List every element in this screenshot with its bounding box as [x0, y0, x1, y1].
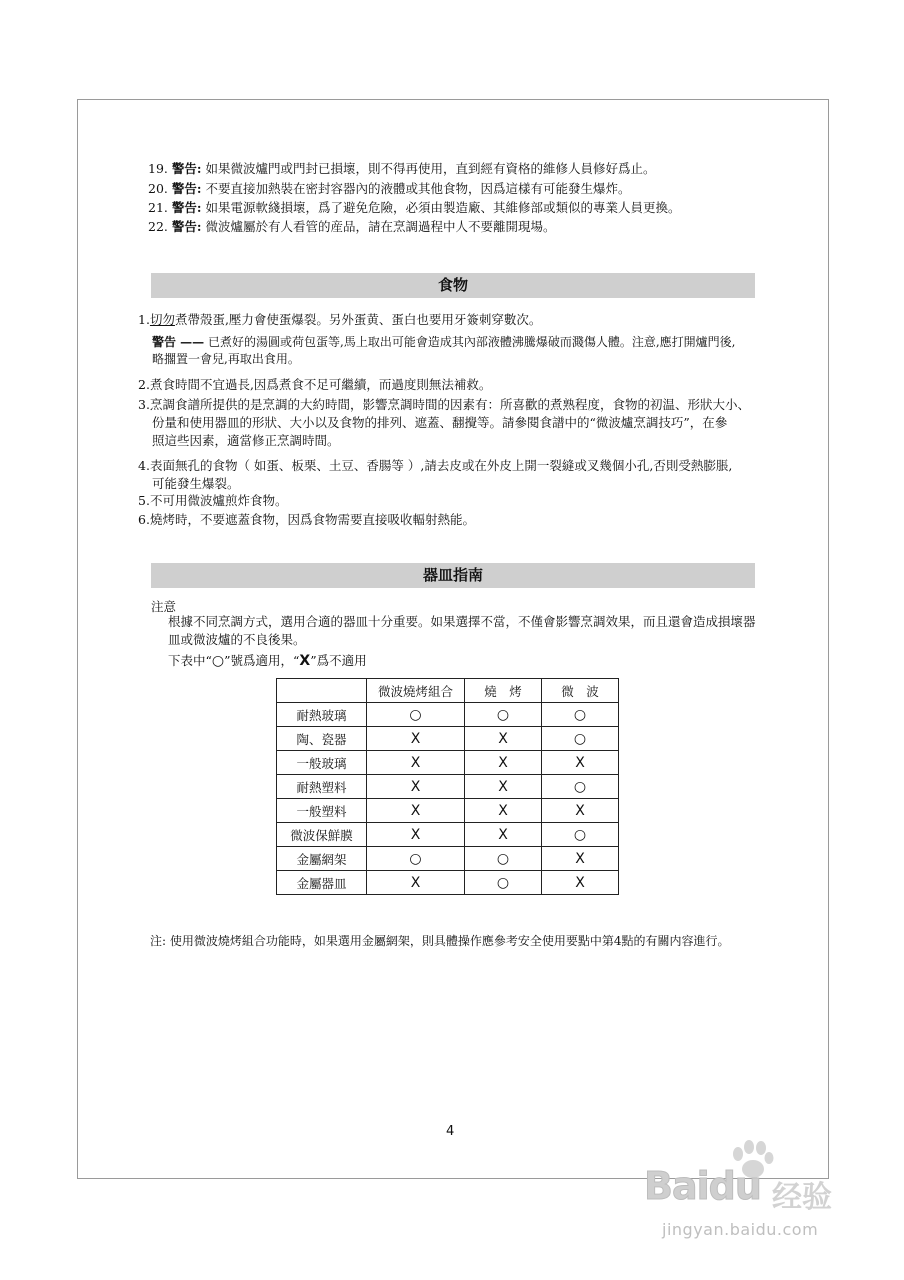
item-text: 烹調食譜所提供的是烹調的大約時間，影響烹調時間的因素有：所喜歡的煮熟程度，食物的初温、形狀大小、: [149, 397, 750, 412]
warning-label: 警告 ——: [152, 335, 205, 349]
utensils-section-header: 器皿指南: [151, 563, 755, 588]
warning-label: 警告:: [171, 161, 202, 176]
legend-text: ”爲不適用: [310, 653, 367, 668]
food-section-header: 食物: [151, 273, 755, 298]
material-name: 耐熱玻璃: [277, 703, 367, 727]
utensil-compatibility-table: [276, 678, 619, 895]
warning-number: 20.: [148, 181, 168, 196]
mark-cell: ○: [542, 727, 619, 751]
mark-cell: X: [367, 751, 465, 775]
item-text: 份量和使用器皿的形狀、大小以及食物的排列、遮蓋、翻攪等。請參閱食譜中的“微波爐烹調技巧”，在參: [152, 415, 728, 430]
material-name: 陶、瓷器: [277, 727, 367, 751]
utensils-note: [168, 613, 756, 649]
mark-cell: X: [465, 751, 542, 775]
mark-cell: X: [367, 799, 465, 823]
mark-cell: ○: [542, 775, 619, 799]
table-header-cell: [277, 679, 367, 703]
mark-cell: X: [465, 775, 542, 799]
warning-text: 已煮好的湯圓或荷包蛋等,馬上取出可能會造成其內部液體沸騰爆破而濺傷人體。注意,應打開爐門後,: [208, 335, 736, 349]
table-header-row: [277, 679, 619, 703]
mark-cell: X: [542, 751, 619, 775]
table-legend: [168, 652, 367, 670]
legend-circle-symbol: ○: [211, 653, 225, 669]
mark-cell: X: [542, 871, 619, 895]
mark-cell: X: [465, 799, 542, 823]
item-number: 1.: [138, 312, 150, 327]
legend-text: ”號爲適用，“: [224, 653, 300, 668]
note-text: 根據不同烹調方式，選用合適的器皿十分重要。如果選擇不當，不僅會影響烹調效果，而且還會造成損壞器: [168, 614, 756, 629]
table-header-cell: 微波燒烤組合: [367, 679, 465, 703]
material-name: 微波保鮮膜: [277, 823, 367, 847]
item-number: 3.: [138, 397, 150, 412]
mark-cell: ○: [465, 703, 542, 727]
table-row: [277, 799, 619, 823]
mark-cell: X: [367, 727, 465, 751]
warning-number: 19.: [148, 161, 168, 176]
table-row: [277, 703, 619, 727]
warning-label: 警告:: [171, 181, 202, 196]
baidu-watermark: [640, 1140, 840, 1270]
material-name: 耐熱塑料: [277, 775, 367, 799]
food-item-3: [138, 396, 750, 450]
food-item-2: [138, 376, 491, 394]
item-text: 燒烤時，不要遮蓋食物，因爲食物需要直接吸收輻射熱能。: [149, 512, 475, 527]
warning-number: 21.: [148, 200, 168, 215]
warning-text: 微波爐屬於有人看管的産品，請在烹調過程中人不要離開現場。: [205, 219, 556, 234]
table-footnote: 注: 使用微波燒烤組合功能時，如果選用金屬網架，則具體操作應參考安全使用要點中第4點的有關内容進行。: [150, 934, 730, 948]
material-name: 金屬器皿: [277, 871, 367, 895]
mark-cell: ○: [367, 703, 465, 727]
warning-22: [148, 218, 556, 236]
warning-number: 22.: [148, 219, 168, 234]
food-item-1-warning: [152, 334, 735, 368]
table-row: [277, 775, 619, 799]
item-number: 2.: [138, 377, 150, 392]
item-text: 表面無孔的食物（ 如蛋、板栗、土豆、香腸等 ）,請去皮或在外皮上開一裂縫或叉幾個小孔,否則受熱膨脹,: [149, 458, 733, 473]
mark-cell: X: [465, 823, 542, 847]
warning-19: [148, 160, 656, 178]
mark-cell: ○: [465, 871, 542, 895]
note-text: 皿或微波爐的不良後果。: [168, 632, 306, 647]
item-number: 4.: [138, 458, 150, 473]
material-name: 金屬網架: [277, 847, 367, 871]
food-item-5: [138, 492, 287, 510]
mark-cell: ○: [542, 823, 619, 847]
watermark-url: jingyan.baidu.com: [662, 1220, 819, 1239]
table-row: [277, 847, 619, 871]
mark-cell: X: [367, 871, 465, 895]
table-row: [277, 871, 619, 895]
mark-cell: X: [465, 727, 542, 751]
watermark-label: 经验: [772, 1180, 832, 1215]
warning-text: 如果微波爐門或門封已損壞，則不得再使用，直到經有資格的維修人員修好爲止。: [205, 161, 656, 176]
warning-text: 如果電源軟綫損壞，爲了避免危險，必須由製造廠、其維修部或類似的專業人員更換。: [205, 200, 681, 215]
table-row: [277, 751, 619, 775]
mark-cell: X: [367, 823, 465, 847]
watermark-brand: Baidu: [644, 1164, 761, 1208]
item-text: 煮帶殼蛋,壓力會使蛋爆裂。另外蛋黄、蛋白也要用牙簽刺穿數次。: [174, 312, 542, 327]
item-text: 可能發生爆裂。: [152, 476, 240, 491]
material-name: 一般塑料: [277, 799, 367, 823]
mark-cell: ○: [465, 847, 542, 871]
legend-cross-symbol: X: [299, 653, 311, 669]
item-number: 5.: [138, 493, 150, 508]
item-text: 不可用微波爐煎炸食物。: [149, 493, 288, 508]
page-number: 4: [446, 1124, 455, 1139]
mark-cell: ○: [367, 847, 465, 871]
material-name: 一般玻璃: [277, 751, 367, 775]
table-header-cell: 燒 烤: [465, 679, 542, 703]
item-emphasis: 切勿: [149, 312, 175, 327]
item-number: 6.: [138, 512, 150, 527]
food-item-4: [138, 457, 732, 493]
warning-21: [148, 199, 681, 217]
mark-cell: X: [542, 847, 619, 871]
item-text: 照這些因素，適當修正烹調時間。: [152, 433, 340, 448]
food-item-6: [138, 511, 475, 529]
warning-text: 不要直接加熱裝在密封容器內的液體或其他食物，因爲這樣有可能發生爆炸。: [205, 181, 631, 196]
item-text: 煮食時間不宜過長,因爲煮食不足可繼續，而過度則無法補救。: [149, 377, 492, 392]
mark-cell: ○: [542, 703, 619, 727]
warning-label: 警告:: [171, 219, 202, 234]
legend-text: 下表中“: [168, 653, 212, 668]
table-row: [277, 823, 619, 847]
mark-cell: X: [367, 775, 465, 799]
warning-label: 警告:: [171, 200, 202, 215]
mark-cell: X: [542, 799, 619, 823]
warning-text: 略擱置一會兒,再取出食用。: [152, 352, 300, 366]
warning-20: [148, 180, 631, 198]
utensils-note-title: 注意: [151, 599, 177, 614]
table-row: [277, 727, 619, 751]
food-item-1: [138, 311, 541, 329]
table-header-cell: 微 波: [542, 679, 619, 703]
